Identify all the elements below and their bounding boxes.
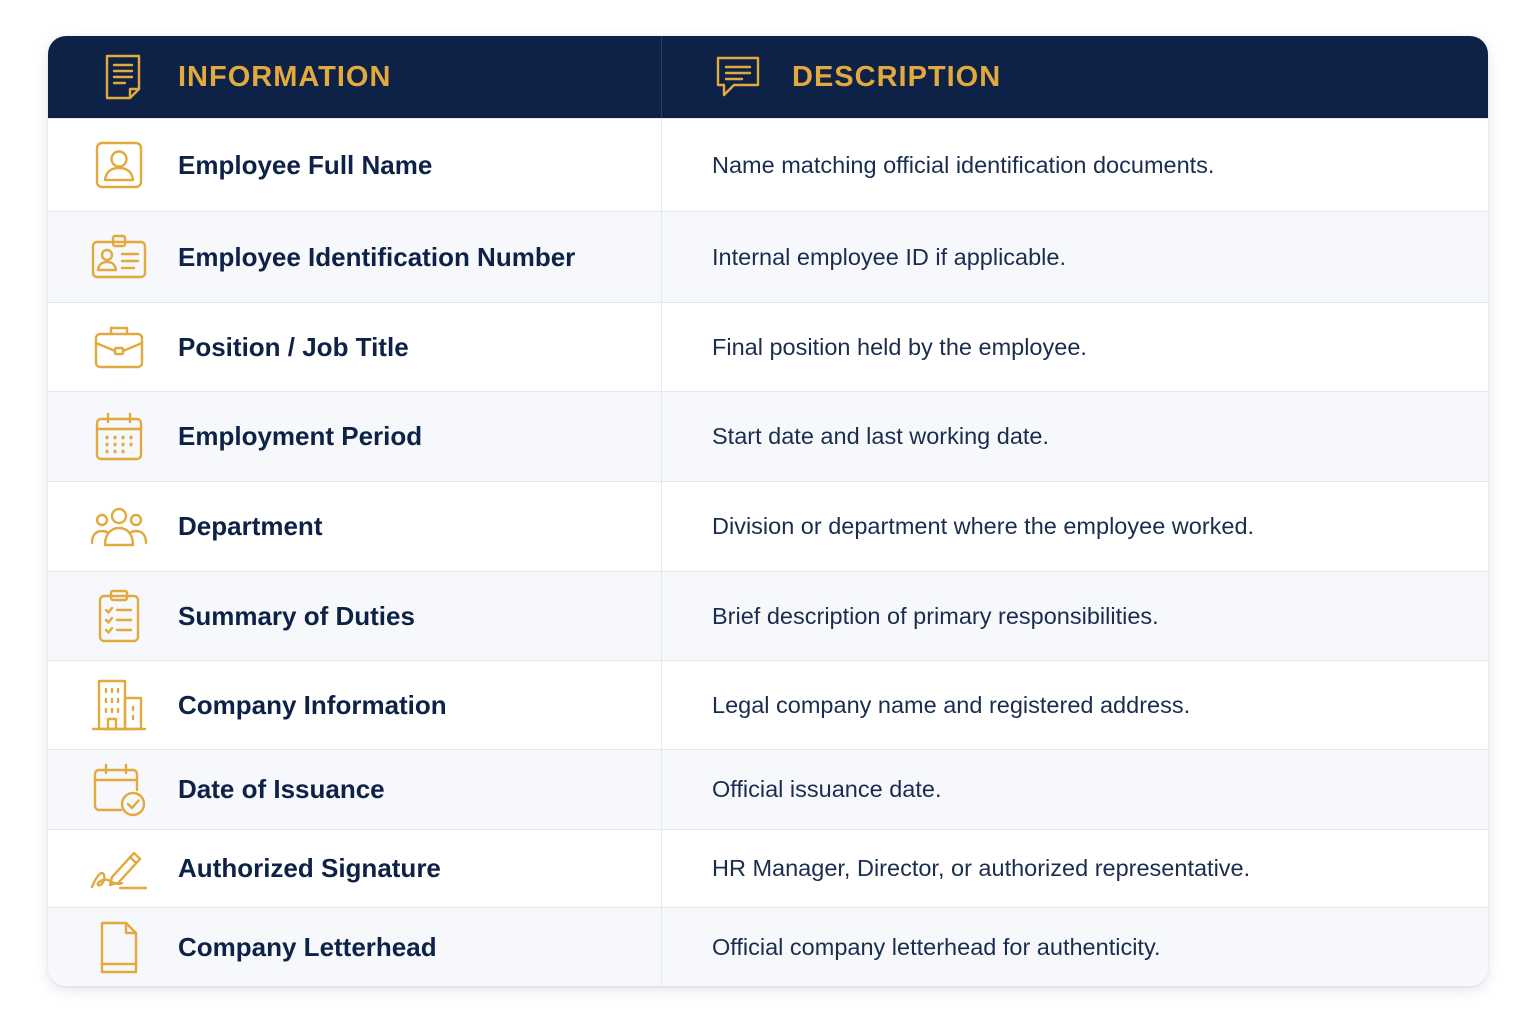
row-title: Authorized Signature (178, 853, 441, 883)
row-description: Brief description of primary responsibilities. (712, 602, 1159, 629)
document-icon (100, 53, 148, 101)
row-title: Employment Period (178, 421, 423, 451)
header-description (662, 36, 1488, 118)
letterhead-page-icon (90, 919, 148, 977)
row-description: Start date and last working date. (712, 423, 1050, 449)
row-title: Company Letterhead (178, 932, 437, 962)
id-card-icon (90, 228, 148, 286)
row-description: Legal company name and registered address. (712, 691, 1191, 718)
table-row (48, 118, 1488, 211)
row-title: Company Information (178, 689, 447, 720)
briefcase-icon (90, 318, 148, 376)
row-description: Final position held by the employee. (712, 333, 1087, 360)
clipboard-checklist-icon (90, 587, 148, 645)
header-description-label: DESCRIPTION (792, 60, 1002, 93)
table-row (48, 481, 1488, 571)
row-title: Employee Full Name (178, 149, 433, 180)
chat-bubble-icon (714, 53, 762, 101)
table-row (48, 211, 1488, 302)
user-profile-icon (90, 136, 148, 194)
table-row (48, 302, 1488, 391)
header-information (48, 36, 662, 118)
row-description: Internal employee ID if applicable. (712, 243, 1067, 270)
calendar-icon (90, 408, 148, 466)
info-table (48, 36, 1488, 986)
building-icon (90, 676, 148, 734)
row-description: Official issuance date. (712, 776, 942, 802)
pen-signature-icon (90, 840, 148, 898)
team-icon (90, 498, 148, 556)
row-description: HR Manager, Director, or authorized representative. (712, 855, 1251, 881)
header-information-label: INFORMATION (178, 60, 392, 93)
table-row (48, 571, 1488, 660)
table-row (48, 749, 1488, 829)
calendar-check-icon (90, 761, 148, 819)
table-header (48, 36, 1488, 118)
row-title: Date of Issuance (178, 774, 385, 804)
row-title: Position / Job Title (178, 331, 409, 362)
table-row (48, 391, 1488, 481)
table-row (48, 660, 1488, 749)
row-description: Name matching official identification documents. (712, 151, 1215, 178)
table-row (48, 829, 1488, 907)
table-row (48, 907, 1488, 986)
row-title: Employee Identification Number (178, 241, 576, 272)
row-title: Summary of Duties (178, 600, 415, 631)
row-description: Division or department where the employee worked. (712, 513, 1255, 539)
row-description: Official company letterhead for authenticity. (712, 934, 1161, 960)
row-title: Department (178, 511, 323, 541)
